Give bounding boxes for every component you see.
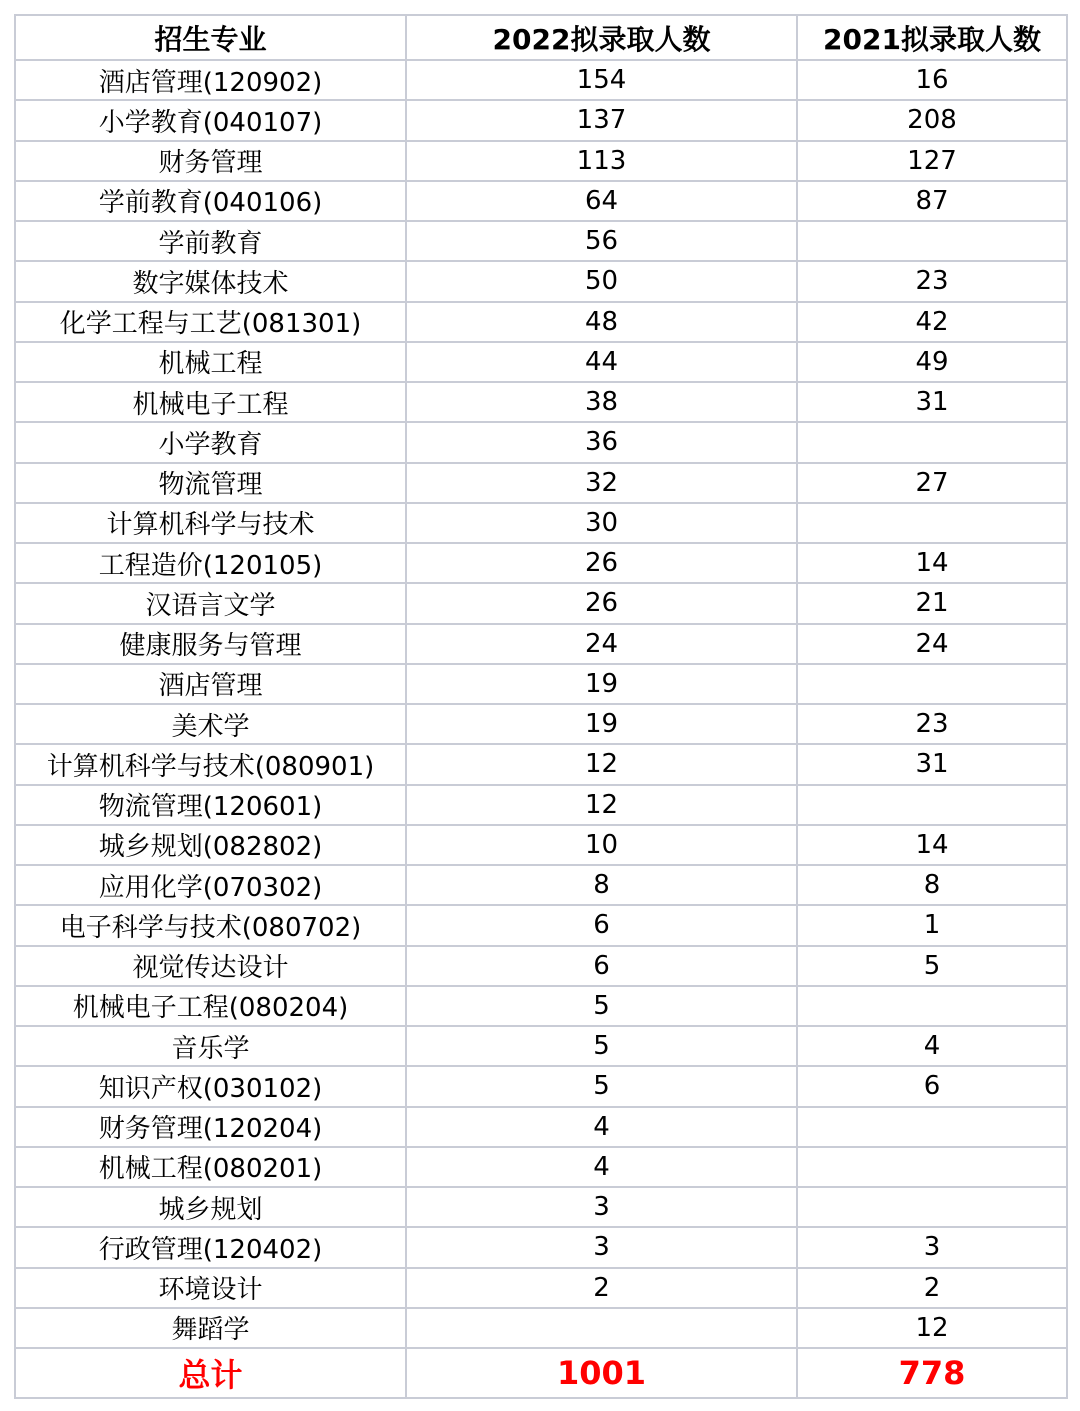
cell-2022: 6 <box>406 905 797 945</box>
cell-2021: 21 <box>797 583 1067 623</box>
cell-2021: 27 <box>797 463 1067 503</box>
cell-2022: 4 <box>406 1147 797 1187</box>
table-row <box>15 1066 1067 1106</box>
cell-2022: 30 <box>406 503 797 543</box>
table-row <box>15 946 1067 986</box>
table-row <box>15 664 1067 704</box>
cell-major: 舞蹈学 <box>15 1308 406 1348</box>
cell-2021: 5 <box>797 946 1067 986</box>
cell-major: 环境设计 <box>15 1268 406 1308</box>
cell-2021: 14 <box>797 543 1067 583</box>
table-row <box>15 704 1067 744</box>
cell-2022 <box>406 1308 797 1348</box>
cell-major: 知识产权(030102) <box>15 1066 406 1106</box>
cell-2021 <box>797 503 1067 543</box>
table-row <box>15 986 1067 1026</box>
cell-major: 酒店管理(120902) <box>15 60 406 100</box>
cell-major: 应用化学(070302) <box>15 865 406 905</box>
table-row <box>15 463 1067 503</box>
cell-2021: 208 <box>797 100 1067 140</box>
cell-2022: 36 <box>406 422 797 462</box>
cell-major: 物流管理(120601) <box>15 785 406 825</box>
table-row <box>15 825 1067 865</box>
cell-major: 物流管理 <box>15 463 406 503</box>
cell-2021: 49 <box>797 342 1067 382</box>
table-row <box>15 261 1067 301</box>
cell-2021: 42 <box>797 302 1067 342</box>
table-row <box>15 905 1067 945</box>
table-row <box>15 1227 1067 1267</box>
table-row <box>15 1026 1067 1066</box>
cell-2021: 23 <box>797 261 1067 301</box>
table-row <box>15 1187 1067 1227</box>
cell-major: 化学工程与工艺(081301) <box>15 302 406 342</box>
cell-major: 城乡规划 <box>15 1187 406 1227</box>
cell-2022: 6 <box>406 946 797 986</box>
cell-2021: 87 <box>797 181 1067 221</box>
cell-2022: 44 <box>406 342 797 382</box>
table-row <box>15 1308 1067 1348</box>
total-row <box>15 1348 1067 1398</box>
cell-major: 城乡规划(082802) <box>15 825 406 865</box>
cell-2022: 24 <box>406 624 797 664</box>
cell-2021 <box>797 664 1067 704</box>
cell-2022: 113 <box>406 141 797 181</box>
cell-major: 财务管理 <box>15 141 406 181</box>
cell-2022: 12 <box>406 744 797 784</box>
table-row <box>15 1147 1067 1187</box>
cell-2021: 6 <box>797 1066 1067 1106</box>
cell-2021: 14 <box>797 825 1067 865</box>
cell-major: 财务管理(120204) <box>15 1107 406 1147</box>
cell-2021: 31 <box>797 382 1067 422</box>
cell-major: 酒店管理 <box>15 664 406 704</box>
cell-2022: 19 <box>406 704 797 744</box>
cell-2021 <box>797 785 1067 825</box>
cell-2022: 5 <box>406 1026 797 1066</box>
total-2021: 778 <box>797 1348 1067 1398</box>
cell-major: 计算机科学与技术 <box>15 503 406 543</box>
cell-2022: 19 <box>406 664 797 704</box>
header-row <box>15 15 1067 60</box>
cell-major: 学前教育(040106) <box>15 181 406 221</box>
cell-major: 机械工程 <box>15 342 406 382</box>
cell-2021 <box>797 221 1067 261</box>
table-row <box>15 785 1067 825</box>
cell-2021 <box>797 1107 1067 1147</box>
table-row <box>15 342 1067 382</box>
cell-2022: 50 <box>406 261 797 301</box>
cell-2021: 1 <box>797 905 1067 945</box>
cell-major: 音乐学 <box>15 1026 406 1066</box>
cell-2021: 12 <box>797 1308 1067 1348</box>
cell-2022: 3 <box>406 1227 797 1267</box>
cell-2022: 64 <box>406 181 797 221</box>
cell-2021: 2 <box>797 1268 1067 1308</box>
cell-2022: 5 <box>406 1066 797 1106</box>
total-label: 总计 <box>15 1348 406 1398</box>
cell-2021: 31 <box>797 744 1067 784</box>
cell-major: 机械电子工程(080204) <box>15 986 406 1026</box>
table-row <box>15 744 1067 784</box>
cell-major: 机械工程(080201) <box>15 1147 406 1187</box>
cell-2022: 26 <box>406 543 797 583</box>
table-body <box>15 60 1067 1348</box>
cell-major: 行政管理(120402) <box>15 1227 406 1267</box>
cell-2021: 3 <box>797 1227 1067 1267</box>
cell-major: 机械电子工程 <box>15 382 406 422</box>
cell-2021: 4 <box>797 1026 1067 1066</box>
cell-2022: 154 <box>406 60 797 100</box>
cell-2022: 5 <box>406 986 797 1026</box>
cell-2022: 2 <box>406 1268 797 1308</box>
cell-2022: 8 <box>406 865 797 905</box>
cell-major: 健康服务与管理 <box>15 624 406 664</box>
cell-major: 汉语言文学 <box>15 583 406 623</box>
cell-2021: 23 <box>797 704 1067 744</box>
cell-major: 美术学 <box>15 704 406 744</box>
table-row <box>15 100 1067 140</box>
table-row <box>15 382 1067 422</box>
table-row <box>15 422 1067 462</box>
cell-major: 视觉传达设计 <box>15 946 406 986</box>
cell-2022: 4 <box>406 1107 797 1147</box>
cell-2022: 56 <box>406 221 797 261</box>
table-row <box>15 865 1067 905</box>
cell-major: 电子科学与技术(080702) <box>15 905 406 945</box>
table-row <box>15 221 1067 261</box>
cell-2021: 24 <box>797 624 1067 664</box>
cell-2022: 3 <box>406 1187 797 1227</box>
cell-major: 小学教育(040107) <box>15 100 406 140</box>
header-major: 招生专业 <box>15 15 406 60</box>
table-row <box>15 624 1067 664</box>
cell-2021 <box>797 1187 1067 1227</box>
cell-major: 工程造价(120105) <box>15 543 406 583</box>
cell-2022: 48 <box>406 302 797 342</box>
cell-2021: 8 <box>797 865 1067 905</box>
table-row <box>15 543 1067 583</box>
cell-2022: 12 <box>406 785 797 825</box>
table-row <box>15 181 1067 221</box>
table-row <box>15 1268 1067 1308</box>
table-row <box>15 503 1067 543</box>
total-2022: 1001 <box>406 1348 797 1398</box>
cell-major: 小学教育 <box>15 422 406 462</box>
cell-2022: 26 <box>406 583 797 623</box>
table-row <box>15 141 1067 181</box>
cell-2021 <box>797 422 1067 462</box>
cell-2022: 137 <box>406 100 797 140</box>
header-2021: 2021拟录取人数 <box>797 15 1067 60</box>
cell-2022: 10 <box>406 825 797 865</box>
header-2022: 2022拟录取人数 <box>406 15 797 60</box>
table-row <box>15 302 1067 342</box>
cell-major: 学前教育 <box>15 221 406 261</box>
cell-2021 <box>797 986 1067 1026</box>
table-row <box>15 583 1067 623</box>
admission-table <box>14 14 1068 1399</box>
cell-major: 数字媒体技术 <box>15 261 406 301</box>
cell-2022: 38 <box>406 382 797 422</box>
cell-2021: 127 <box>797 141 1067 181</box>
cell-2022: 32 <box>406 463 797 503</box>
cell-2021 <box>797 1147 1067 1187</box>
cell-2021: 16 <box>797 60 1067 100</box>
table-row <box>15 60 1067 100</box>
table-row <box>15 1107 1067 1147</box>
cell-major: 计算机科学与技术(080901) <box>15 744 406 784</box>
